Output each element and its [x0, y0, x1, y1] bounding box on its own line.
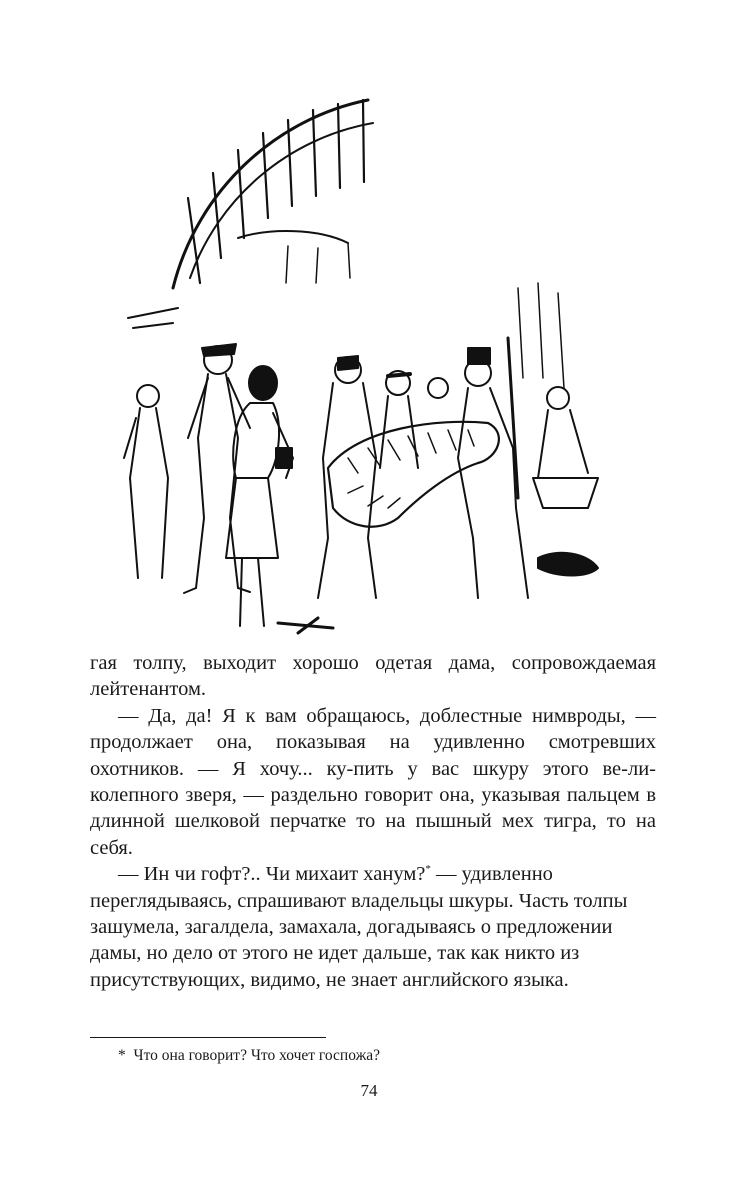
paragraph-1: гая толпу, выходит хорошо одетая дама, сопровождаемая лейтенантом. [90, 652, 656, 701]
footnote-marker: * [118, 1047, 126, 1064]
market-crowd-illustration [118, 78, 618, 648]
paragraph-2: — Да, да! Я к вам обращаюсь, доблестные нимвроды, — продолжает она, показывая на удивленно смотревших охотников. — Я хочу... ку-пить у вас шкуру этого ве-ли-колепного зверя, — раздельно говорит она, указывая пальцем в длинной шелковой перчатке то на пышный мех тигра, то на себя. [90, 704, 656, 859]
footnote-mark: * [425, 863, 431, 876]
footnote-text: Что она говорит? Что хочет госпожа? [133, 1047, 381, 1064]
footnote [118, 1046, 380, 1066]
paragraph-3-rest: — удивленно переглядываясь, спрашивают владельцы шкуры. Часть толпы зашумела, загалдела, замахала, догадываясь о предложении дамы, но дело от этого не идет дальше, так как никто из присутствующих, видимо, не знает английского языка. [90, 863, 628, 991]
body-text [90, 650, 656, 993]
footnote-divider [90, 1037, 326, 1038]
page-number: 74 [360, 1081, 378, 1100]
paragraph-3-quote: — Ин чи гофт?.. Чи михаит ханум? [118, 863, 426, 886]
paragraph-3 [90, 861, 656, 993]
